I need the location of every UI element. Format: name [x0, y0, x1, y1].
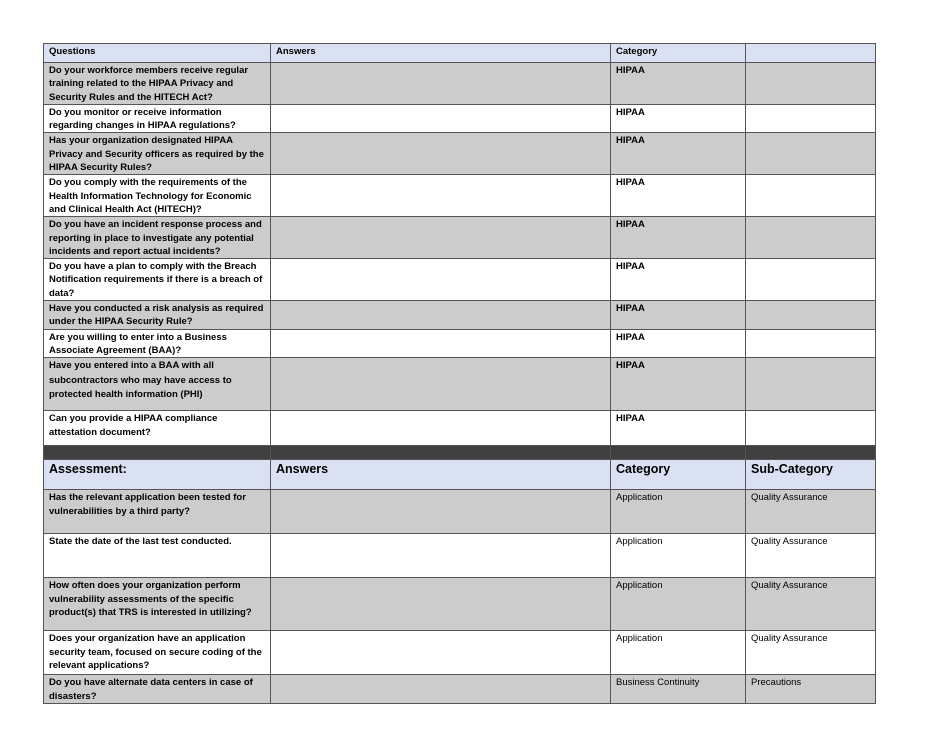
question-cell: Do you have a plan to comply with the Breach Notification requirements if there is a breach of data? [44, 259, 271, 301]
category-cell: HIPAA [611, 259, 746, 301]
divider-cell [271, 446, 611, 460]
table-row [44, 675, 876, 704]
category-cell: HIPAA [611, 329, 746, 358]
question-cell: State the date of the last test conducted. [44, 534, 271, 578]
subcategory-cell: Quality Assurance [746, 534, 876, 578]
answer-cell[interactable] [271, 490, 611, 534]
subcategory-cell: Precautions [746, 675, 876, 704]
question-cell: Do your workforce members receive regular training related to the HIPAA Privacy and Security Rules and the HITECH Act? [44, 63, 271, 105]
assessment-header-row [44, 460, 876, 490]
table-row [44, 175, 876, 217]
answer-cell[interactable] [271, 63, 611, 105]
answer-cell[interactable] [271, 631, 611, 675]
header-row [44, 44, 876, 63]
answer-cell[interactable] [271, 217, 611, 259]
divider-cell [746, 446, 876, 460]
extra-cell [746, 301, 876, 330]
answer-cell[interactable] [271, 358, 611, 411]
question-cell: Are you willing to enter into a Business Associate Agreement (BAA)? [44, 329, 271, 358]
table-row [44, 133, 876, 175]
question-cell: Have you entered into a BAA with all subcontractors who may have access to protected health information (PHI) [44, 358, 271, 411]
column-header-blank [746, 44, 876, 63]
column-header-answers: Answers [271, 44, 611, 63]
answer-cell[interactable] [271, 259, 611, 301]
question-cell: How often does your organization perform vulnerability assessments of the specific product(s) that TRS is interested in utilizing? [44, 578, 271, 631]
table-row [44, 259, 876, 301]
extra-cell [746, 63, 876, 105]
column-header-subcategory: Sub-Category [746, 460, 876, 490]
extra-cell [746, 175, 876, 217]
answer-cell[interactable] [271, 411, 611, 446]
subcategory-cell: Quality Assurance [746, 631, 876, 675]
column-header-questions: Questions [44, 44, 271, 63]
answer-cell[interactable] [271, 329, 611, 358]
question-cell: Has the relevant application been tested for vulnerabilities by a third party? [44, 490, 271, 534]
column-header-category: Category [611, 44, 746, 63]
table-row [44, 358, 876, 411]
extra-cell [746, 329, 876, 358]
question-cell: Have you conducted a risk analysis as required under the HIPAA Security Rule? [44, 301, 271, 330]
table-row [44, 329, 876, 358]
table-row [44, 631, 876, 675]
table-row [44, 301, 876, 330]
table-row [44, 534, 876, 578]
question-cell: Do you have an incident response process and reporting in place to investigate any potential incidents and report actual incidents? [44, 217, 271, 259]
column-header-category: Category [611, 460, 746, 490]
category-cell: HIPAA [611, 63, 746, 105]
table-row [44, 490, 876, 534]
subcategory-cell: Quality Assurance [746, 578, 876, 631]
table-row [44, 63, 876, 105]
question-cell: Does your organization have an application security team, focused on secure coding of the relevant applications? [44, 631, 271, 675]
extra-cell [746, 133, 876, 175]
extra-cell [746, 104, 876, 133]
extra-cell [746, 259, 876, 301]
extra-cell [746, 217, 876, 259]
answer-cell[interactable] [271, 175, 611, 217]
column-header-assessment: Assessment: [44, 460, 271, 490]
question-cell: Has your organization designated HIPAA Privacy and Security officers as required by the HIPAA Security Rules? [44, 133, 271, 175]
answer-cell[interactable] [271, 104, 611, 133]
column-header-answers: Answers [271, 460, 611, 490]
category-cell: HIPAA [611, 217, 746, 259]
answer-cell[interactable] [271, 534, 611, 578]
question-cell: Do you have alternate data centers in case of disasters? [44, 675, 271, 704]
table-row [44, 217, 876, 259]
category-cell: Application [611, 534, 746, 578]
table-row [44, 578, 876, 631]
question-cell: Do you comply with the requirements of the Health Information Technology for Economic and Clinical Health Act (HITECH)? [44, 175, 271, 217]
table-row [44, 104, 876, 133]
answer-cell[interactable] [271, 578, 611, 631]
answer-cell[interactable] [271, 675, 611, 704]
category-cell: Business Continuity [611, 675, 746, 704]
table-row [44, 411, 876, 446]
category-cell: HIPAA [611, 301, 746, 330]
section-divider [44, 446, 876, 460]
category-cell: HIPAA [611, 104, 746, 133]
question-cell: Can you provide a HIPAA compliance attestation document? [44, 411, 271, 446]
category-cell: Application [611, 490, 746, 534]
divider-cell [611, 446, 746, 460]
answer-cell[interactable] [271, 301, 611, 330]
category-cell: HIPAA [611, 411, 746, 446]
category-cell: Application [611, 631, 746, 675]
answer-cell[interactable] [271, 133, 611, 175]
extra-cell [746, 358, 876, 411]
category-cell: HIPAA [611, 175, 746, 217]
category-cell: HIPAA [611, 133, 746, 175]
subcategory-cell: Quality Assurance [746, 490, 876, 534]
category-cell: Application [611, 578, 746, 631]
divider-cell [44, 446, 271, 460]
extra-cell [746, 411, 876, 446]
questionnaire-table [43, 43, 876, 704]
question-cell: Do you monitor or receive information regarding changes in HIPAA regulations? [44, 104, 271, 133]
category-cell: HIPAA [611, 358, 746, 411]
